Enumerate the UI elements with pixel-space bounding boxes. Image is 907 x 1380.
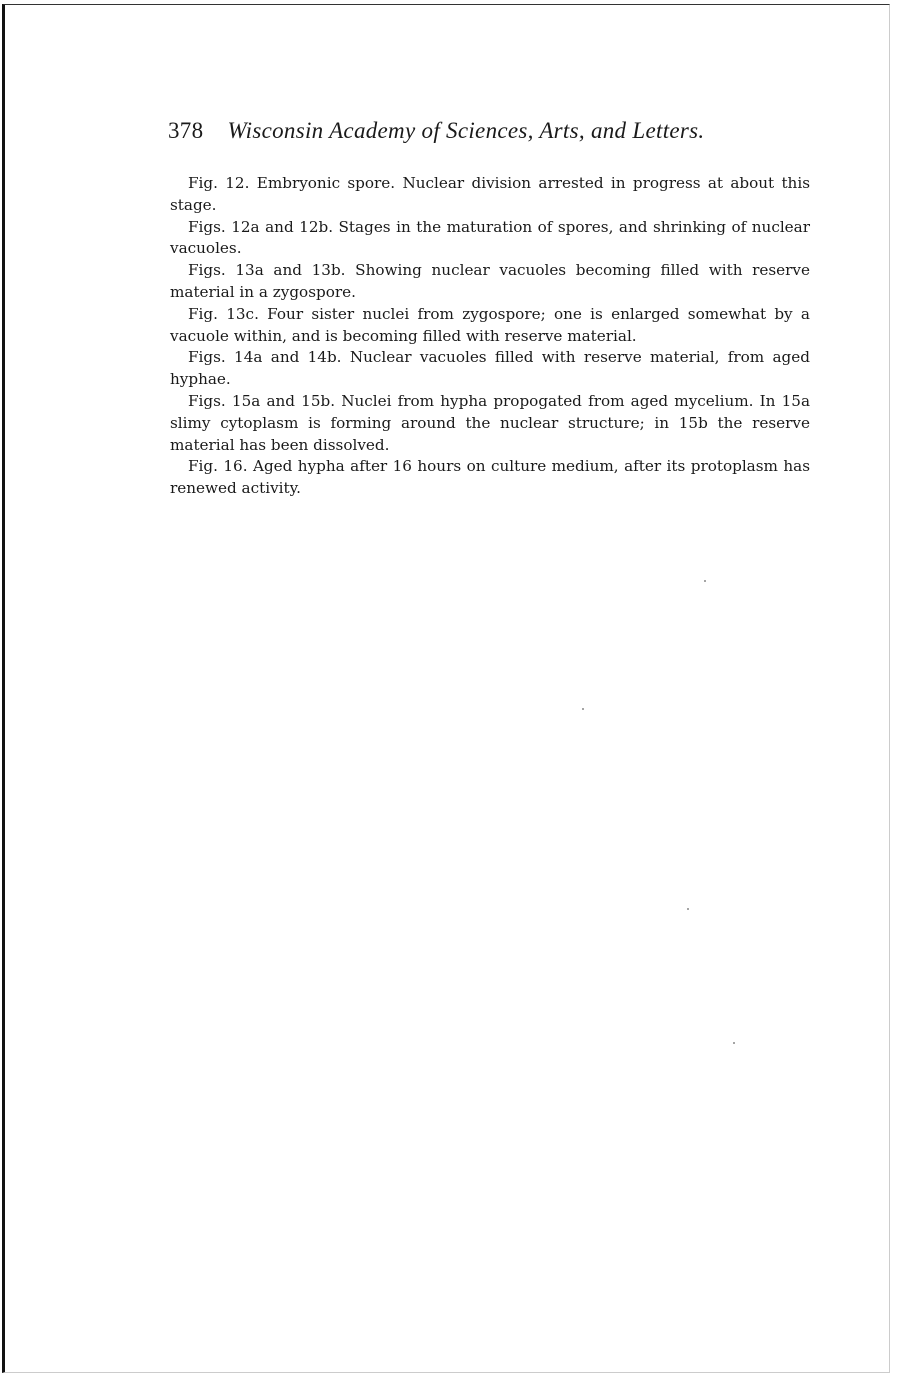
caption-figs-14a-14b: Figs. 14a and 14b. Nuclear vacuoles filled with reserve material, from aged hyphae. <box>170 348 810 389</box>
caption-figs-12a-12b: Figs. 12a and 12b. Stages in the maturation of spores, and shrinking of nuclear vacuoles. <box>170 217 810 258</box>
caption-fig-12: Fig. 12. Embryonic spore. Nuclear division arrested in progress at about this stage. <box>170 174 810 214</box>
journal-title: Wisconsin Academy of Sciences, Arts, and Letters. <box>227 118 705 143</box>
caption-figs-13a-13b: Figs. 13a and 13b. Showing nuclear vacuoles becoming filled with reserve material in a zygospore. <box>170 261 810 301</box>
page-number: 378 <box>168 118 204 143</box>
scan-speck <box>733 1042 735 1044</box>
figure-captions <box>170 173 810 500</box>
running-head <box>168 118 818 144</box>
caption-figs-15a-15b: Figs. 15a and 15b. Nuclei from hypha propogated from aged mycelium. In 15a slimy cytoplasm is forming around the nuclear structure; in 15b the reserve material has been dissolved. <box>170 391 810 454</box>
caption-fig-13c: Fig. 13c. Four sister nuclei from zygospore; one is enlarged somewhat by a vacuole within, and is becoming filled with reserve material. <box>170 304 810 345</box>
scan-speck <box>582 708 584 710</box>
scan-speck <box>704 580 706 582</box>
caption-fig-16: Fig. 16. Aged hypha after 16 hours on culture medium, after its protoplasm has renewed activity. <box>170 457 810 498</box>
scan-speck <box>687 908 689 910</box>
